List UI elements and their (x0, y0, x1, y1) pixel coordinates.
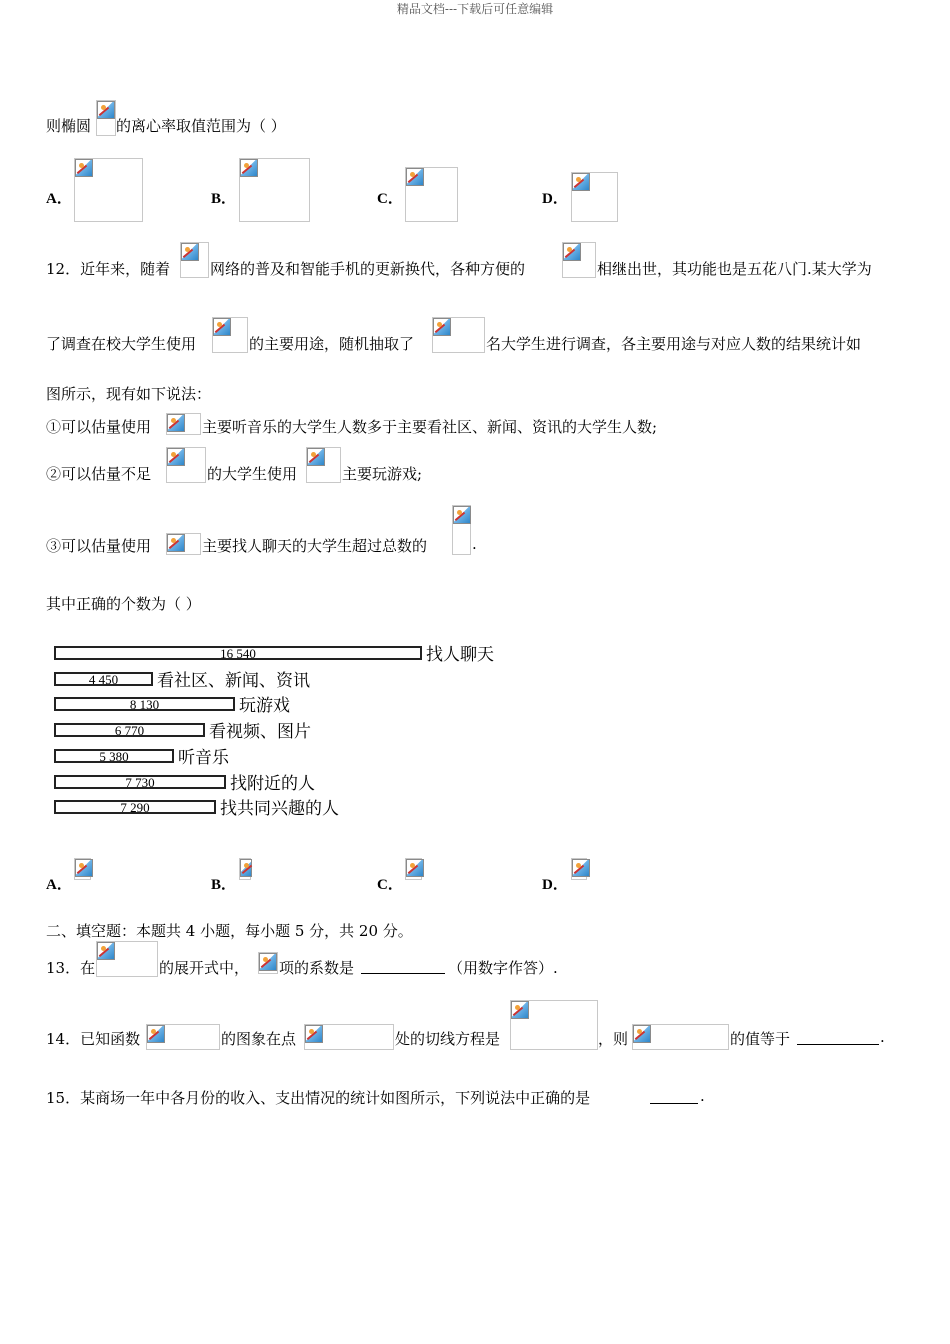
q15-a: 15．某商场一年中各月份的收入、支出情况的统计如图所示，下列说法中正确的是 (46, 1089, 591, 1107)
q14-a: 14．已知函数 (46, 1030, 141, 1048)
formula-image (166, 413, 201, 435)
formula-image (180, 242, 209, 278)
formula-image (258, 952, 278, 974)
formula-image (212, 317, 248, 353)
formula-image (146, 1024, 220, 1050)
formula-image (432, 317, 485, 353)
formula-image (306, 447, 341, 483)
formula-image (96, 100, 116, 136)
q12-line1-a: 12．近年来，随着 (46, 260, 171, 278)
chart-bar: 7 290 (54, 800, 216, 814)
page-header: 精品文档---下载后可任意编辑 (396, 2, 554, 16)
usage-bar-chart (46, 636, 546, 832)
q15-b: . (700, 1087, 705, 1105)
answer-blank[interactable] (361, 972, 445, 974)
broken-image-icon (97, 101, 115, 119)
q12-statement3-a: ③可以估量使用 (46, 537, 152, 555)
q12-question: 其中正确的个数为（ ） (46, 595, 201, 613)
formula-image (510, 1000, 598, 1050)
q11-option-a: A． (46, 191, 72, 207)
q12-option-c: C． (377, 877, 403, 893)
chart-category-label: 找附近的人 (230, 774, 315, 794)
q12-option-a: A． (46, 877, 72, 893)
q12-line2-b: 的主要用途，随机抽取了 (249, 335, 415, 353)
chart-category-label: 听音乐 (178, 748, 229, 768)
q14-c: 处的切线方程是 (395, 1030, 501, 1048)
broken-image-icon (240, 159, 258, 177)
chart-bar: 6 770 (54, 723, 205, 737)
answer-blank[interactable] (797, 1043, 879, 1045)
q13-d: （用数字作答）. (448, 959, 558, 977)
chart-bar: 7 730 (54, 775, 226, 789)
formula-image (239, 858, 251, 880)
q12-statement3-b: 主要找人聊天的大学生超过总数的 (202, 537, 428, 555)
chart-category-label: 看视频、图片 (209, 722, 311, 742)
formula-image (571, 858, 587, 880)
q11-option-b: B． (211, 191, 237, 207)
q14-f: . (880, 1028, 885, 1046)
q13-c: 项的系数是 (279, 959, 355, 977)
q11-option-c-formula (405, 167, 458, 222)
q11-option-c: C． (377, 191, 403, 207)
formula-image (304, 1024, 394, 1050)
broken-image-icon (307, 448, 325, 466)
broken-image-icon (305, 1025, 323, 1043)
q13-b: 的展开式中， (159, 959, 250, 977)
broken-image-icon (167, 534, 185, 552)
q12-statement1-a: ①可以估量使用 (46, 418, 152, 436)
broken-image-icon (167, 448, 185, 466)
broken-image-icon (433, 318, 451, 336)
q11-stem-suffix: 的离心率取值范围为（ ） (116, 117, 286, 135)
q12-statement2-c: 主要玩游戏; (342, 465, 423, 483)
q12-line1-b: 网络的普及和智能手机的更新换代，各种方便的 (210, 260, 526, 278)
broken-image-icon (572, 859, 590, 877)
q12-line2-c: 名大学生进行调查，各主要用途与对应人数的结果统计如 (486, 335, 862, 353)
q11-option-d-formula (571, 172, 618, 222)
formula-image (632, 1024, 729, 1050)
q14-b: 的图象在点 (221, 1030, 297, 1048)
broken-image-icon (406, 168, 424, 186)
q13-a: 13．在 (46, 959, 96, 977)
chart-category-label: 玩游戏 (239, 696, 290, 716)
broken-image-icon (453, 506, 471, 524)
q12-option-b: B． (211, 877, 237, 893)
broken-image-icon (213, 318, 231, 336)
formula-image (74, 858, 91, 880)
q11-stem-prefix: 则椭圆 (46, 117, 92, 135)
broken-image-icon (167, 414, 185, 432)
chart-bar: 5 380 (54, 749, 174, 763)
broken-image-icon (97, 942, 115, 960)
q12-statement3-c: . (472, 535, 477, 553)
broken-image-icon (572, 173, 590, 191)
formula-image (452, 505, 471, 555)
broken-image-icon (563, 243, 581, 261)
q12-option-d: D． (542, 877, 568, 893)
q12-line1-c: 相继出世，其功能也是五花八门.某大学为 (597, 260, 872, 278)
broken-image-icon (511, 1001, 529, 1019)
q12-statement2-a: ②可以估量不足 (46, 465, 152, 483)
broken-image-icon (633, 1025, 651, 1043)
q12-line2-a: 了调查在校大学生使用 (46, 335, 197, 353)
q11-option-a-formula (74, 158, 143, 222)
chart-category-label: 看社区、新闻、资讯 (157, 671, 310, 691)
broken-image-icon (259, 953, 277, 971)
broken-image-icon (147, 1025, 165, 1043)
q11-option-d: D． (542, 191, 568, 207)
broken-image-icon (240, 859, 252, 877)
formula-image (166, 447, 206, 483)
section-heading: 二、填空题：本题共 4 小题，每小题 5 分，共 20 分。 (46, 922, 413, 940)
q11-option-b-formula (239, 158, 310, 222)
q12-statement2-b: 的大学生使用 (207, 465, 298, 483)
broken-image-icon (181, 243, 199, 261)
formula-image (405, 858, 422, 880)
formula-image (96, 941, 158, 977)
chart-bar: 4 450 (54, 672, 153, 686)
formula-image (166, 533, 201, 555)
chart-category-label: 找人聊天 (426, 645, 494, 665)
broken-image-icon (75, 159, 93, 177)
q12-line3: 图所示，现有如下说法： (46, 385, 212, 403)
chart-bar: 16 540 (54, 646, 422, 660)
chart-bar: 8 130 (54, 697, 235, 711)
answer-blank[interactable] (650, 1102, 698, 1104)
chart-category-label: 找共同兴趣的人 (220, 799, 339, 819)
q14-d: ，则 (598, 1030, 629, 1048)
broken-image-icon (75, 859, 93, 877)
q12-statement1-b: 主要听音乐的大学生人数多于主要看社区、新闻、资讯的大学生人数; (202, 418, 658, 436)
q14-e: 的值等于 (730, 1030, 791, 1048)
formula-image (562, 242, 596, 278)
broken-image-icon (406, 859, 424, 877)
